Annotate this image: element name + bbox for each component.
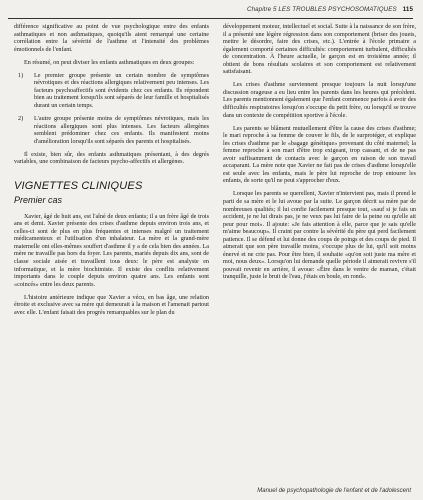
running-header [0,6,423,19]
paragraph: différence significative au point de vue psychologique entre des enfants asthmatiques et non asthmatiques, quoiqu'ils aient remarqué une certaine corrélation entre la sévérité de l'asthme et l'intensité des problèmes émotionnels de l'enfant. [14,24,209,53]
paragraph: Les parents se blâment mutuellement d'être la cause des crises d'asthme; le mari reproche à sa femme de couver le fils, de le surprotéger, et explique les crises d'asthme par le «bagage génétique» provenant du côté maternel; la femme reproche à son mari d'être trop exigeant, trop cassant, et de ne pas avoir suffisamment de contacts avec le garçon en raison de son travail accaparant. La mère note que Xavier ne fait pas de crises d'asthme lorsqu'elle est seule avec les enfants, mais le père lui reproche de trop entourer les enfants, de sorte qu'il ne peut s'approcher d'eux. [223,125,416,185]
list-number: 1) [18,72,24,79]
left-column [14,24,209,317]
right-column [223,24,416,282]
list-item-1 [14,73,209,111]
paragraph: Les crises d'asthme surviennent presque toujours la nuit lorsqu'une discussion orageuse a eu lieu entre les parents dans les heures qui précèdent. Les parents mentionnent également que l'enfant commence parfois à avoir des difficultés respiratoires lorsqu'on s'occupe du petit frère, ou lorsqu'il se trouve dans un contexte de compétition sportive à l'école. [223,82,416,119]
header-rule [8,18,413,19]
paragraph: En résumé, on peut diviser les enfants asthmatiques en deux groupes: [24,59,195,66]
paragraph: développement moteur, intellectuel et social. Suite à la naissance de son frère, il a présenté une légère régression dans son comportement (briser des jouets, mettre le désordre, faire des crises, etc.). L'entrée à l'école primaire a également comporté certaines difficultés: comportement turbulent, difficultés de concentration. À l'heure actuelle, le garçon est en troisième année; il obtient de bons résultats scolaires et son comportement est relativement satisfaisant. [223,24,416,76]
list-item-text: L'autre groupe présente moins de symptômes névrotiques, mais les réactions allergiques sont plus intenses. Les facteurs allergènes semblent prédominer chez ces enfants. Ils manifestent moins d'amélioration lorsqu'ils sont séparés des parents et hospitalisés. [34,115,209,145]
paragraph: Lorsque les parents se querellent, Xavier n'intervient pas, mais il prend le parti de sa mère et le lui avoue par la suite. Le garçon décrit sa mère par de nombreuses qualités; il lui confie facilement presque tout, «sauf si je fais un accident, je ne lui dirais pas, je ne veux pas lui faire de la peine ou qu'elle ait peur pour moi». Il ajoute: «Je fais attention à elle, parce que je sais qu'elle m'aime beaucoup». Il craint par contre la sévérité du père qui perd facilement patience. Il se défend et lui donne des coups de poings et des coups de pied. Il aimerait que son père travaille moins, s'occupe plus de lui, qu'il soit moins énervé et ne crie pas. Pour être bien, il souhaite «qu'on soit juste ma mère et moi, nous deux». Lorsqu'on lui demande quelle période il aimerait revivre s'il pouvait revenir en arrière, il avoue: «Être dans le ventre de maman, c'était tranquille, juste le bruit de l'eau, j'étais en boule, en rond». [223,191,416,281]
section-heading: VIGNETTES CLINIQUES [14,179,143,192]
list-item-text: Le premier groupe présente un certain nombre de symptômes névrotiques et des réactions allergiques relativement peu intenses. Les facteurs psychoaffectifs sont évidents chez ces enfants. Ils répondent bien au traitement lorsqu'ils sont séparés de leur famille et hospitalisés durant un certain temps. [34,72,209,109]
subsection-heading: Premier cas [14,194,63,205]
footer-book-title: Manuel de psychopathologie de l'enfant et de l'adolescent [257,488,411,494]
chapter-title: Chapitre 5 LES TROUBLES PSYCHOSOMATIQUES [247,6,397,13]
paragraph: Xavier, âgé de huit ans, est l'aîné de deux enfants; il a un frère âgé de trois ans et demi. Xavier présente des crises d'asthme depuis environ trois ans, et celles-ci sont de plus en plus fréquentes et intenses malgré un traitement médicamenteux et l'utilisation d'un inhalateur. La mère et la grand-mère maternelle ont elles-mêmes souffert d'asthme il y a de cela bien des années. La mère ne travaille pas hors du foyer. Les parents, mariés depuis dix ans, sont de classe sociale aisée et travaillent tous deux: le père est analyste en informatique, et la mère biochimiste. Il existe des conflits relativement importants dans le couple depuis environ quatre ans. Les enfants sont «coincés» entre les deux parents. [14,213,209,288]
page-number: 115 [402,6,413,13]
paragraph: L'histoire antérieure indique que Xavier a vécu, en bas âge, une relation étroite et exclusive avec sa mère qui demeurait à la maison et l'amenait partout avec elle. L'enfant faisait des progrès remarquables sur le plan du [14,294,209,316]
list-number: 2) [18,115,24,122]
header-text [247,6,413,13]
list-item-2 [14,116,209,146]
paragraph: Il existe, bien sûr, des enfants asthmatiques présentant, à des degrés variables, une combinaison de facteurs psycho-affectifs et allergènes. [14,151,209,166]
